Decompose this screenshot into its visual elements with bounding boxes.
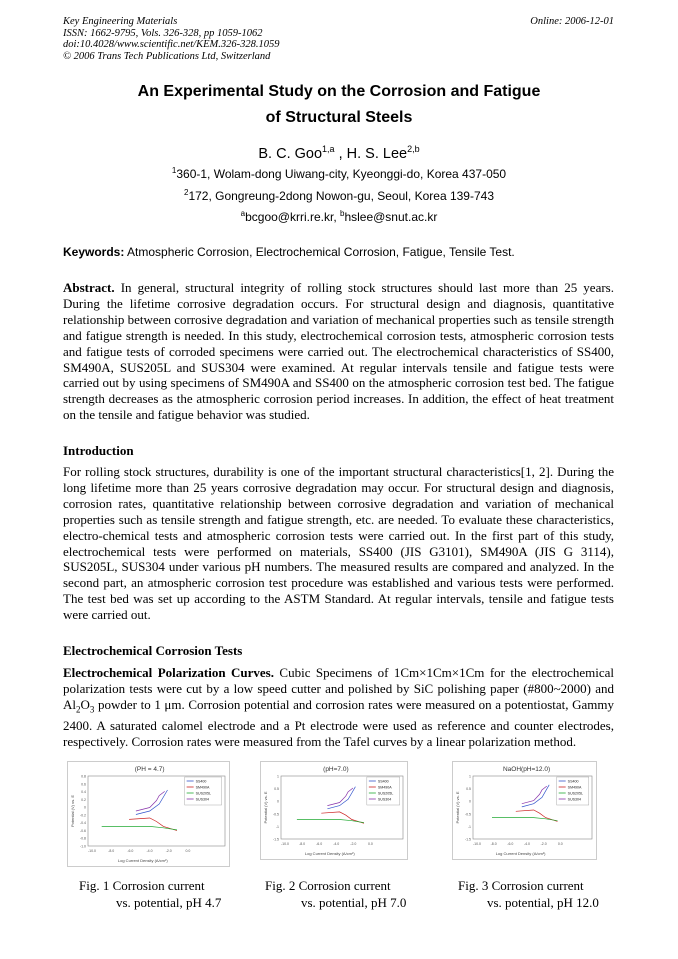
y-axis-label: Potential (V) vs. E	[455, 791, 460, 824]
email-b-sup: b	[339, 209, 345, 218]
figure-1	[67, 761, 230, 867]
y-tick-label: -1.5	[464, 837, 471, 842]
figure-title: (pH=7.0)	[323, 766, 349, 773]
polarization-curve	[522, 785, 549, 807]
figure-title: NaOH(pH=12.0)	[502, 766, 551, 773]
y-tick-label: 0.4	[81, 790, 86, 795]
figure-title: (PH = 4.7)	[134, 766, 165, 773]
y-tick-label: -1.5	[272, 837, 279, 842]
keywords	[63, 245, 515, 259]
y-tick-label: 0	[84, 805, 86, 810]
y-tick-label: 0.6	[81, 782, 86, 787]
affiliation-2-sup: 2	[183, 188, 189, 197]
electro-sub-3: 3	[89, 704, 95, 715]
x-tick-label: -4.0	[333, 842, 340, 846]
y-tick-label: 1	[277, 774, 279, 779]
y-tick-label: -0.2	[79, 813, 86, 818]
figure-2-plot	[261, 762, 407, 859]
y-tick-label: 1	[469, 774, 471, 779]
x-tick-label: -6.0	[127, 849, 134, 853]
legend-label: SUS304	[195, 797, 210, 802]
y-tick-label: -0.6	[79, 828, 86, 833]
x-tick-label: -2.0	[165, 849, 172, 853]
email-a-sup: a	[240, 209, 246, 218]
figure-2-caption-line2: vs. potential, pH 7.0	[301, 895, 407, 910]
paper-title-line1: An Experimental Study on the Corrosion and Fatigue	[137, 83, 541, 100]
x-tick-label: -8.0	[299, 842, 306, 846]
polarization-curve	[327, 787, 355, 809]
legend-label: SM490A	[567, 785, 582, 790]
keywords-text: Atmospheric Corrosion, Electrochemical Corrosion, Fatigue, Tensile Test.	[124, 245, 515, 259]
electrochemical-text	[63, 665, 614, 750]
electro-sub-2: 2	[76, 704, 81, 715]
x-axis-label: Log Current Density (A/cm²)	[117, 858, 168, 863]
author-1-sup: 1,a	[322, 144, 335, 154]
polarization-curve	[136, 791, 165, 811]
affiliation-1-sup: 1	[171, 166, 177, 175]
x-tick-label: 0.0	[185, 849, 191, 853]
introduction-text: For rolling stock structures, durability is one of the important structural characteristics[1, 2]. During the long lifetime more than 25 years corrosive degradation may occur. For structural design and diagnosis, corrosion rates, quantitative relationship between corrosive degradation and variation of mechanical properties such as tensile strength and fatigue strength, etc. are needed. To evaluate these characteristics, electro-chemical tests and atmospheric corrosion tests were carried out. In the first part of this study, electrochemical tests were performed on materials, SS400 (JIS G3101), SM490A (JIS G 3114), SUS205L, SUS304 under various pH numbers. The measured results are compared and analyzed. In the second part, an atmospheric corrosion test procedure was established and various tests were performed. The test bed was set up according to the ASTM Standard. At regular intervals, tensile and fatigue tests were carried out.	[63, 464, 614, 623]
y-tick-label: 0.5	[274, 787, 279, 792]
x-tick-label: -4.0	[146, 849, 153, 853]
doi-line: doi:10.4028/www.scientific.net/KEM.326-328.1059	[63, 39, 280, 50]
affiliation-2	[0, 188, 678, 203]
legend-label: SUS205L	[195, 791, 212, 796]
y-tick-label: -0.4	[79, 821, 86, 826]
polarization-label: Electrochemical Polarization Curves.	[63, 665, 274, 680]
y-tick-label: -1	[467, 824, 471, 829]
electro-text-2: O	[80, 696, 90, 712]
abstract-label: Abstract.	[63, 280, 115, 295]
figure-2	[260, 761, 408, 860]
emails	[0, 209, 678, 224]
author-2-sup: 2,b	[407, 144, 420, 154]
legend-label: SS400	[195, 779, 207, 784]
y-tick-label: -0.8	[79, 836, 86, 841]
keywords-label: Keywords:	[63, 245, 125, 259]
x-tick-label: -2.0	[540, 842, 547, 846]
affiliation-1-text: 360-1, Wolam-dong Uiwang-city, Kyeonggi-do, Korea 437-050	[176, 167, 507, 181]
x-tick-label: -10.0	[473, 842, 481, 846]
abstract	[63, 280, 614, 423]
figure-1-caption-line2: vs. potential, pH 4.7	[116, 895, 222, 910]
electrochemical-heading: Electrochemical Corrosion Tests	[63, 643, 243, 658]
x-tick-label: -4.0	[523, 842, 530, 846]
electro-text-3: powder to 1 μm. Corrosion potential and corrosion rates were measured on a potentiostat, Gammy 2400. A saturated calomel electrode and a Pt electrode were used as reference and counter electrodes, respectively. Corrosion rates were measured from the Tafel curves by a linear polarization method.	[63, 696, 614, 750]
author-separator: ,	[334, 145, 347, 162]
polarization-curve	[327, 788, 353, 806]
author-1: B. C. Goo	[258, 145, 323, 162]
authors	[0, 144, 678, 162]
legend-label: SS400	[567, 779, 579, 784]
x-tick-label: -6.0	[507, 842, 514, 846]
figure-3-caption-line1: Fig. 3 Corrosion current	[458, 878, 584, 893]
figure-3-caption-line2: vs. potential, pH 12.0	[487, 895, 599, 910]
figure-3	[452, 761, 597, 860]
issn-line: ISSN: 1662-9795, Vols. 326-328, pp 1059-1062	[63, 27, 263, 39]
y-tick-label: -1.0	[79, 844, 86, 849]
y-tick-label: 0	[469, 799, 471, 804]
electro-text-1: Cubic Specimens of 1Cm×1Cm×1Cm for the electrochemical polarization tests were cut by a low speed cutter and polished by SiC polishing paper (#800~2000) and Al	[63, 665, 614, 712]
affiliation-2-text: 172, Gongreung-2dong Nowon-gu, Seoul, Korea 139-743	[188, 189, 494, 203]
abstract-text: In general, structural integrity of rolling stock structures should last more than 25 years. During the lifetime corrosive degradation occurs. For structural design and diagnosis, quantitative relationship between corrosive degradation and variation of mechanical properties such as tensile strength and fatigue strength is needed. In this study, electrochemical corrosion tests, atmospheric corrosion tests and fatigue tests of corroded specimens were carried out. The electrochemical characteristics of SS400, SM490A, SUS205L and SUS304 were examined. At regular intervals tensile and fatigue tests were carried out by using specimens of SM490A and SS400 on the atmospheric corrosion test bed. The fatigue strength decreases as the atmospheric corrosion period increases. In addition, the effect of heat treatment on the tensile and fatigue behavior was studied.	[63, 280, 614, 423]
y-tick-label: -0.5	[464, 812, 471, 817]
figure-2-caption-line1: Fig. 2 Corrosion current	[265, 878, 391, 893]
email-a: bcgoo@krri.re.kr,	[245, 210, 340, 224]
copyright-line: © 2006 Trans Tech Publications Ltd, Switzerland	[63, 50, 271, 62]
figure-3-plot	[453, 762, 596, 859]
x-tick-label: -10.0	[88, 849, 96, 853]
legend-label: SUS304	[567, 797, 582, 802]
y-axis-label: Potential (V) vs. E	[70, 794, 75, 828]
legend-label: SUS304	[377, 797, 392, 802]
polarization-curve	[136, 790, 168, 815]
x-tick-label: -8.0	[490, 842, 497, 846]
legend-label: SM490A	[195, 785, 210, 790]
y-tick-label: -0.5	[272, 812, 279, 817]
x-tick-label: -8.0	[108, 849, 115, 853]
online-date: Online: 2006-12-01	[530, 16, 614, 27]
x-tick-label: 0.0	[367, 842, 373, 846]
affiliation-1	[0, 166, 678, 181]
y-tick-label: 0.5	[466, 787, 471, 792]
email-b: hslee@snut.ac.kr	[344, 210, 438, 224]
y-tick-label: 0.8	[81, 774, 86, 779]
x-tick-label: 0.0	[557, 842, 563, 846]
legend-label: SS400	[377, 779, 389, 784]
figure-3-caption	[458, 877, 628, 911]
figure-1-caption-line1: Fig. 1 Corrosion current	[79, 878, 205, 893]
figure-2-caption	[265, 877, 435, 911]
figure-1-plot	[68, 762, 229, 866]
x-tick-label: -10.0	[281, 842, 289, 846]
y-tick-label: 0.2	[81, 797, 86, 802]
x-axis-label: Log Current Density (A/cm²)	[495, 851, 546, 856]
introduction-heading: Introduction	[63, 443, 134, 458]
author-2: H. S. Lee	[346, 145, 408, 162]
legend-label: SM490A	[377, 785, 392, 790]
x-axis-label: Log Current Density (A/cm²)	[304, 851, 355, 856]
paper-title-line2: of Structural Steels	[265, 109, 413, 126]
y-axis-label: Potential (V) vs. E	[263, 791, 268, 824]
x-tick-label: -2.0	[350, 842, 357, 846]
journal-header	[63, 16, 280, 62]
legend-label: SUS205L	[567, 791, 584, 796]
figure-1-caption	[79, 877, 249, 911]
journal-name: Key Engineering Materials	[63, 16, 178, 27]
y-tick-label: -1	[275, 824, 279, 829]
y-tick-label: 0	[277, 799, 279, 804]
x-tick-label: -6.0	[316, 842, 323, 846]
legend-label: SUS205L	[377, 791, 394, 796]
